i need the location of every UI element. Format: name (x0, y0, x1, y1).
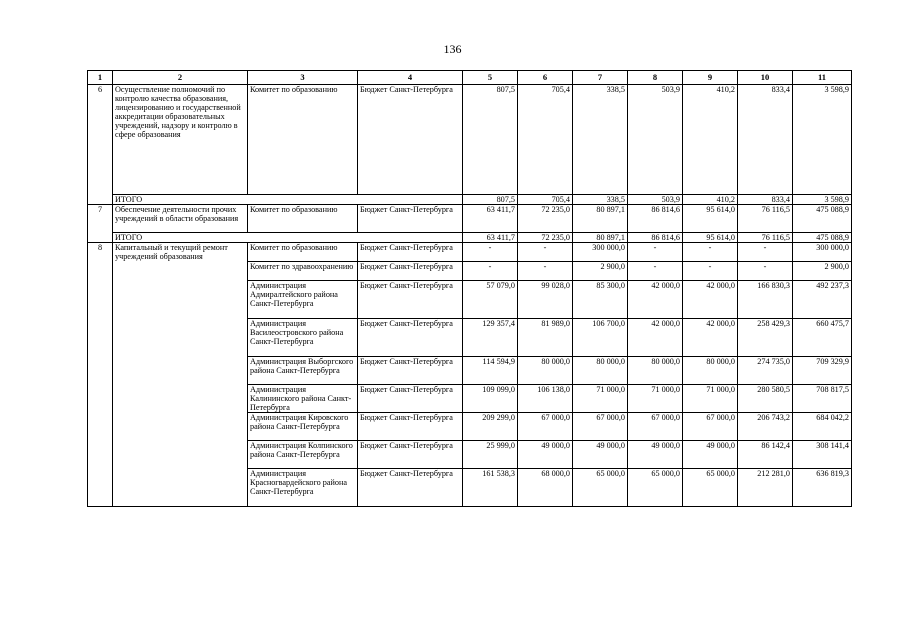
value-cell: 57 079,0 (463, 281, 518, 319)
source-cell: Бюджет Санкт-Петербурга (358, 205, 463, 233)
value-cell: 67 000,0 (683, 413, 738, 441)
row-number: 7 (88, 205, 113, 243)
value-cell: 49 000,0 (683, 441, 738, 469)
total-value: 503,9 (628, 195, 683, 205)
total-label: ИТОГО (113, 195, 463, 205)
value-cell: 80 000,0 (518, 357, 573, 385)
value-cell: 492 237,3 (793, 281, 852, 319)
value-cell: 65 000,0 (683, 469, 738, 507)
value-cell: 3 598,9 (793, 85, 852, 195)
total-value: 3 598,9 (793, 195, 852, 205)
value-cell: 705,4 (518, 85, 573, 195)
value-cell: 338,5 (573, 85, 628, 195)
budget-table (87, 70, 852, 507)
value-cell: 300 000,0 (573, 243, 628, 262)
value-cell: 71 000,0 (628, 385, 683, 413)
source-cell: Бюджет Санкт-Петербурга (358, 413, 463, 441)
executor-cell: Администрация Кировского района Санкт-Петербурга (248, 413, 358, 441)
value-cell: 71 000,0 (573, 385, 628, 413)
value-cell: 709 329,9 (793, 357, 852, 385)
source-cell: Бюджет Санкт-Петербурга (358, 281, 463, 319)
value-cell: 63 411,7 (463, 205, 518, 233)
value-cell: 85 300,0 (573, 281, 628, 319)
header-cell: 7 (573, 71, 628, 85)
value-cell: - (463, 262, 518, 281)
value-cell: 206 743,2 (738, 413, 793, 441)
value-cell: - (683, 243, 738, 262)
value-cell: 72 235,0 (518, 205, 573, 233)
value-cell: 42 000,0 (683, 281, 738, 319)
value-cell: 129 357,4 (463, 319, 518, 357)
value-cell: - (463, 243, 518, 262)
value-cell: 274 735,0 (738, 357, 793, 385)
value-cell: - (518, 243, 573, 262)
value-cell: 161 538,3 (463, 469, 518, 507)
executor-cell: Администрация Колпинского района Санкт-Петербурга (248, 441, 358, 469)
value-cell: 42 000,0 (683, 319, 738, 357)
source-cell: Бюджет Санкт-Петербурга (358, 385, 463, 413)
source-cell: Бюджет Санкт-Петербурга (358, 357, 463, 385)
header-cell: 10 (738, 71, 793, 85)
value-cell: - (738, 243, 793, 262)
source-cell: Бюджет Санкт-Петербурга (358, 262, 463, 281)
value-cell: 503,9 (628, 85, 683, 195)
value-cell: 300 000,0 (793, 243, 852, 262)
total-value: 705,4 (518, 195, 573, 205)
value-cell: 65 000,0 (573, 469, 628, 507)
value-cell: 2 900,0 (573, 262, 628, 281)
source-cell: Бюджет Санкт-Петербурга (358, 85, 463, 195)
value-cell: - (628, 243, 683, 262)
value-cell: 807,5 (463, 85, 518, 195)
value-cell: 2 900,0 (793, 262, 852, 281)
total-value: 833,4 (738, 195, 793, 205)
total-row (88, 233, 852, 243)
value-cell: 80 000,0 (628, 357, 683, 385)
value-cell: 280 580,5 (738, 385, 793, 413)
value-cell: 475 088,9 (793, 205, 852, 233)
total-value: 475 088,9 (793, 233, 852, 243)
value-cell: - (683, 262, 738, 281)
source-cell: Бюджет Санкт-Петербурга (358, 319, 463, 357)
value-cell: 86 814,6 (628, 205, 683, 233)
table-row (88, 205, 852, 233)
value-cell: 49 000,0 (518, 441, 573, 469)
header-cell: 3 (248, 71, 358, 85)
source-cell: Бюджет Санкт-Петербурга (358, 243, 463, 262)
row-number: 8 (88, 243, 113, 507)
header-cell: 6 (518, 71, 573, 85)
activity-name: Осуществление полномочий по контролю качества образования, лицензированию и государственной аккредитации образовательных учреждений, надзору и контролю в сфере образования (113, 85, 248, 195)
total-value: 80 897,1 (573, 233, 628, 243)
value-cell: 209 299,0 (463, 413, 518, 441)
executor-cell: Администрация Выборгского района Санкт-Петербурга (248, 357, 358, 385)
total-value: 86 814,6 (628, 233, 683, 243)
executor-cell: Комитет по образованию (248, 243, 358, 262)
value-cell: 49 000,0 (573, 441, 628, 469)
value-cell: 660 475,7 (793, 319, 852, 357)
header-cell: 1 (88, 71, 113, 85)
total-label: ИТОГО (113, 233, 463, 243)
executor-cell: Комитет по здравоохранению (248, 262, 358, 281)
value-cell: 67 000,0 (518, 413, 573, 441)
row-number: 6 (88, 85, 113, 205)
value-cell: 212 281,0 (738, 469, 793, 507)
value-cell: 95 614,0 (683, 205, 738, 233)
value-cell: 308 141,4 (793, 441, 852, 469)
value-cell: 67 000,0 (573, 413, 628, 441)
activity-name: Капитальный и текущий ремонт учреждений образования (113, 243, 248, 507)
value-cell: 106 700,0 (573, 319, 628, 357)
executor-cell: Администрация Калининского района Санкт-Петербурга (248, 385, 358, 413)
total-value: 76 116,5 (738, 233, 793, 243)
executor-cell: Комитет по образованию (248, 205, 358, 233)
header-cell: 9 (683, 71, 738, 85)
value-cell: 833,4 (738, 85, 793, 195)
value-cell: 76 116,5 (738, 205, 793, 233)
executor-cell: Администрация Василеостровского района Санкт-Петербурга (248, 319, 358, 357)
total-value: 338,5 (573, 195, 628, 205)
value-cell: - (518, 262, 573, 281)
value-cell: 49 000,0 (628, 441, 683, 469)
executor-cell: Администрация Адмиралтейского района Санкт-Петербурга (248, 281, 358, 319)
value-cell: 114 594,9 (463, 357, 518, 385)
value-cell: 68 000,0 (518, 469, 573, 507)
source-cell: Бюджет Санкт-Петербурга (358, 441, 463, 469)
total-value: 807,5 (463, 195, 518, 205)
value-cell: 106 138,0 (518, 385, 573, 413)
value-cell: - (738, 262, 793, 281)
value-cell: 166 830,3 (738, 281, 793, 319)
value-cell: 109 099,0 (463, 385, 518, 413)
value-cell: 99 028,0 (518, 281, 573, 319)
page-number: 136 (443, 42, 462, 56)
value-cell: 684 042,2 (793, 413, 852, 441)
value-cell: 258 429,3 (738, 319, 793, 357)
value-cell: 708 817,5 (793, 385, 852, 413)
header-cell: 4 (358, 71, 463, 85)
total-row (88, 195, 852, 205)
value-cell: 80 000,0 (573, 357, 628, 385)
total-value: 72 235,0 (518, 233, 573, 243)
value-cell: 80 000,0 (683, 357, 738, 385)
executor-cell: Администрация Красногвардейского района Санкт-Петербурга (248, 469, 358, 507)
table-row (88, 243, 852, 262)
header-cell: 2 (113, 71, 248, 85)
value-cell: 86 142,4 (738, 441, 793, 469)
header-cell: 5 (463, 71, 518, 85)
value-cell: 636 819,3 (793, 469, 852, 507)
total-value: 63 411,7 (463, 233, 518, 243)
executor-cell: Комитет по образованию (248, 85, 358, 195)
value-cell: 42 000,0 (628, 319, 683, 357)
value-cell: 410,2 (683, 85, 738, 195)
activity-name: Обеспечение деятельности прочих учреждений в области образования (113, 205, 248, 233)
value-cell: 25 999,0 (463, 441, 518, 469)
value-cell: 71 000,0 (683, 385, 738, 413)
source-cell: Бюджет Санкт-Петербурга (358, 469, 463, 507)
total-value: 95 614,0 (683, 233, 738, 243)
header-row (88, 71, 852, 85)
value-cell: 81 989,0 (518, 319, 573, 357)
value-cell: 65 000,0 (628, 469, 683, 507)
header-cell: 8 (628, 71, 683, 85)
value-cell: 80 897,1 (573, 205, 628, 233)
header-cell: 11 (793, 71, 852, 85)
value-cell: 42 000,0 (628, 281, 683, 319)
value-cell: 67 000,0 (628, 413, 683, 441)
value-cell: - (628, 262, 683, 281)
total-value: 410,2 (683, 195, 738, 205)
table-row (88, 85, 852, 195)
